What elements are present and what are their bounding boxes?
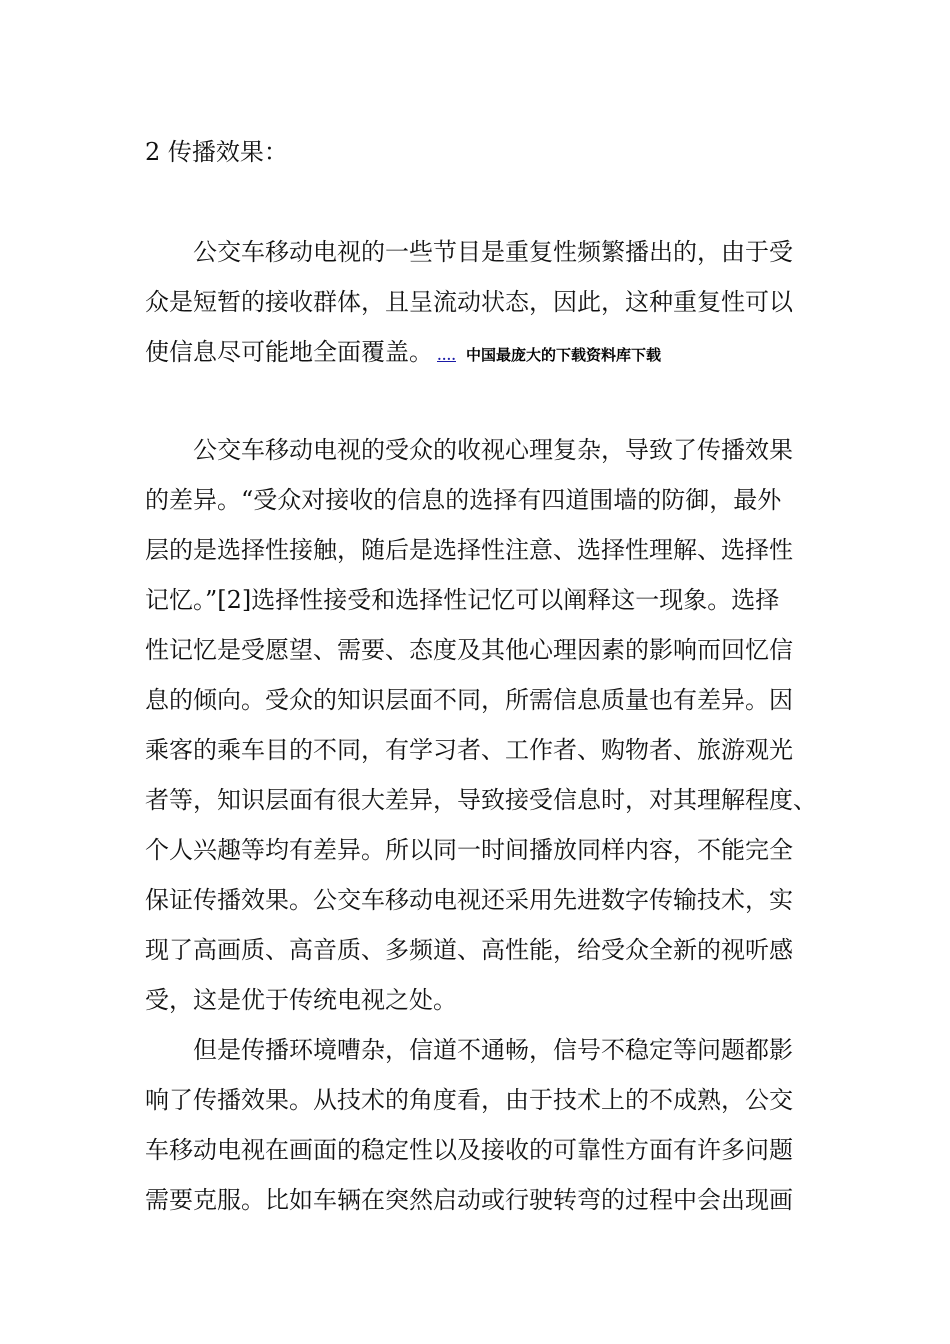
- paragraph-2-line-9: 个人兴趣等均有差异。所以同一时间播放同样内容，不能完全: [145, 836, 793, 864]
- paragraph-3-line-4: 需要克服。比如车辆在突然启动或行驶转弯的过程中会出现画: [145, 1186, 793, 1214]
- paragraph-2-line-5: 性记忆是受愿望、需要、态度及其他心理因素的影响而回忆信: [145, 636, 793, 664]
- paragraph-3-line-1: 但是传播环境嘈杂，信道不通畅，信号不稳定等问题都影: [193, 1036, 793, 1064]
- paragraph-1-line-3: [145, 337, 661, 370]
- paragraph-2-line-12: 受，这是优于传统电视之处。: [145, 986, 457, 1014]
- download-ad-text: 中国最庞大的下载资料库下载: [466, 346, 662, 364]
- paragraph-3-line-3: 车移动电视在画面的稳定性以及接收的可靠性方面有许多问题: [145, 1136, 793, 1164]
- paragraph-2-line-6: 息的倾向。受众的知识层面不同，所需信息质量也有差异。因: [145, 686, 793, 714]
- more-link[interactable]: ....: [437, 344, 456, 365]
- paragraph-2-line-4: 记忆。”[2]选择性接受和选择性记忆可以阐释这一现象。选择: [145, 586, 780, 614]
- paragraph-1-line-2: 众是短暂的接收群体，且呈流动状态，因此，这种重复性可以: [145, 288, 793, 316]
- paragraph-3-line-2: 响了传播效果。从技术的角度看，由于技术上的不成熟，公交: [145, 1086, 793, 1114]
- paragraph-2-line-3: 层的是选择性接触，随后是选择性注意、选择性理解、选择性: [145, 536, 793, 564]
- paragraph-1-line-3-text: 使信息尽可能地全面覆盖。: [145, 338, 433, 366]
- paragraph-2-line-11: 现了高画质、高音质、多频道、高性能，给受众全新的视听感: [145, 936, 793, 964]
- paragraph-2-line-10: 保证传播效果。公交车移动电视还采用先进数字传输技术，实: [145, 886, 793, 914]
- paragraph-2-line-2: 的差异。“受众对接收的信息的选择有四道围墙的防御，最外: [145, 486, 782, 514]
- section-heading: 2 传播效果：: [145, 138, 288, 166]
- paragraph-2-line-1: 公交车移动电视的受众的收视心理复杂，导致了传播效果: [193, 436, 793, 464]
- paragraph-1-line-1: 公交车移动电视的一些节目是重复性频繁播出的，由于受: [193, 238, 793, 266]
- paragraph-2-line-7: 乘客的乘车目的不同，有学习者、工作者、购物者、旅游观光: [145, 736, 793, 764]
- paragraph-2-line-8: 者等，知识层面有很大差异，导致接受信息时，对其理解程度、: [145, 786, 817, 814]
